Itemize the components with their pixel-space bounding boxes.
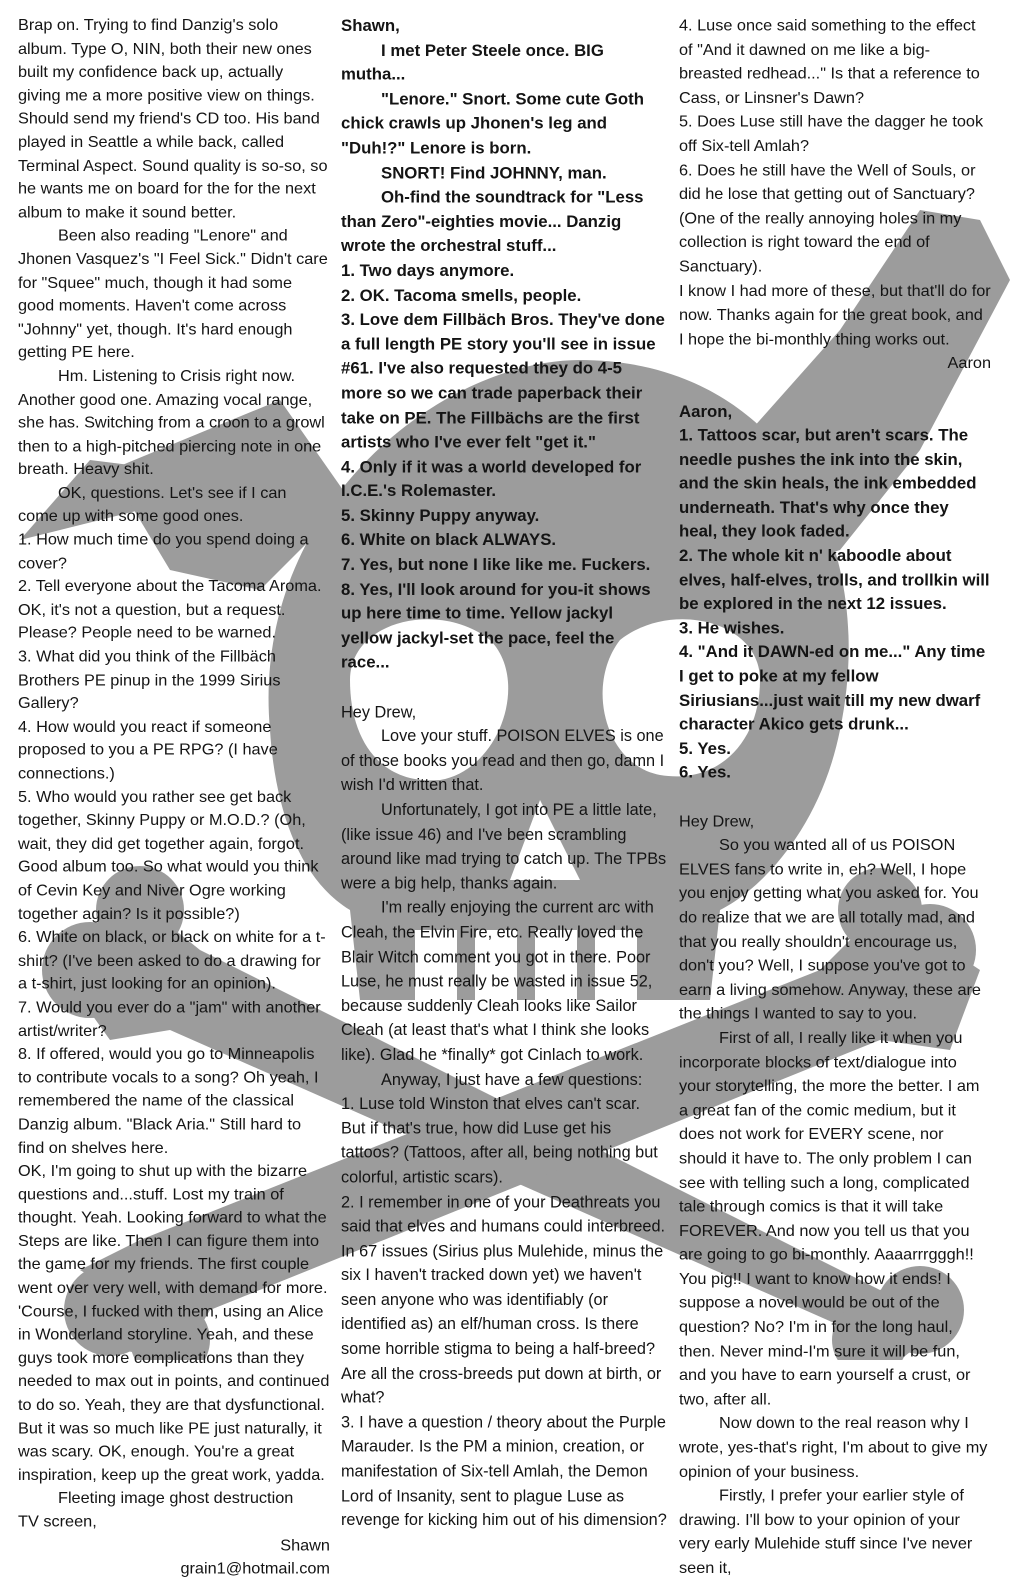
letter-aaron-continued [679,14,991,376]
paragraph: Fleeting image ghost destruction [58,1490,294,1508]
reply-line: SNORT! Find JOHNNY, man. [381,162,607,182]
question-item: 8. If offered, would you go to Minneapolis to contribute vocals to a song? Oh yeah, I remembered the name of the classical Danzig album. "Black Aria." Still hard to find on shelves here. [18,1045,319,1157]
paragraph: I know I had more of these, but that'll do for now. Thanks again for the great book, and I hope the bi-monthly thing works out. [679,282,991,348]
letter-salutation: Hey Drew, [341,702,417,721]
reply-salutation: Shawn, [341,15,400,35]
reply-answer: 6. Yes. [679,763,731,782]
reply-answer: 5. Yes. [679,739,731,758]
reply-answer: 2. OK. Tacoma smells, people. [341,285,582,305]
paragraph: Love your stuff. POISON ELVES is one of those books you read and then go, damn I wish I'd written that. [341,727,665,795]
reply-line: "Lenore." Snort. Some cute Goth chick crawls up Jhonen's leg and "Duh!?" Lenore is born. [341,89,644,158]
paragraph: Now down to the real reason why I wrote, yes-that's right, I'm about to give my opinion of your business. [679,1414,988,1481]
paragraph: Unfortunately, I got into PE a little late, (like issue 46) and I've been scrambling around like mad trying to catch up. The TPBs were a big help, thanks again. [341,800,667,893]
paragraph: Been also reading "Lenore" and Jhonen Vasquez's "I Feel Sick." Didn't care for "Squee" much, though it had some good moments. Haven't come across "Johnny" yet, though. It's hard enough getting PE here. [18,227,328,362]
signature-email: grain1@hotmail.com [180,1560,330,1578]
editor-reply-shawn [341,14,667,676]
reply-salutation: Aaron, [679,401,733,421]
paragraph: Hm. Listening to Crisis right now. Another good one. Amazing vocal range, she has. Switching from a croon to a growl then to a high-pitched piercing note in one breath. Heavy shit. [18,367,325,479]
reply-answer: 6. White on black ALWAYS. [341,530,557,550]
question-item: 2. Tell everyone about the Tacoma Aroma. OK, it's not a question, but a request. Please? People need to be warned. [18,578,322,642]
question-item: 5. Does Luse still have the dagger he took off Six-tell Amlah? [679,113,984,156]
editor-reply-aaron [679,400,991,786]
column-left [18,14,330,1581]
paragraph: TV screen, [18,1513,97,1531]
letter-aaron [341,700,667,1533]
paragraph: Anyway, I just have a few questions: [381,1070,643,1089]
question-item: 6. Does he still have the Well of Souls, or did he lose that getting out of Sanctuary? (One of the really annoying holes in my collection is right toward the end of Sanctuary). [679,161,976,276]
reply-answer: 7. Yes, but none I like like me. Fuckers. [341,554,651,574]
question-item: 7. Would you ever do a "jam" with another artist/writer? [18,998,321,1040]
question-item: 2. I remember in one of your Deathreats you said that elves and humans could interbreed. In 67 issues (Sirius plus Mulehide, minus the six I haven't tracked down yet) we haven't seen anyone who was identifiably (or identified as) an elf/human cross. Is there some horrible stigma to being a half-breed? Are all the cross-breeds put down at birth, or what? [341,1193,666,1407]
reply-answer: 1. Tattoos scar, but aren't scars. The needle pushes the ink into the skin, and the skin heals, the ink embedded underneath. That's why once they heal, they look faded. [679,425,977,541]
reply-answer: 4. "And it DAWN-ed on me..." Any time I get to poke at my fellow Siriusians...just wait till my new dwarf character Akico gets drunk... [679,642,986,734]
question-item: 4. Luse once said something to the effect of "And it dawned on me like a big-breasted redhead..." Is that a reference to Cass, or Linsner's Dawn? [679,16,980,107]
reply-answer: 1. Two days anymore. [341,260,515,280]
question-item: 1. How much time do you spend doing a cover? [18,531,309,572]
column-right [679,14,991,1581]
question-item: 1. Luse told Winston that elves can't scar. But if that's true, how did Luse get his tattoos? (Tattoos, after all, being nothing but colorful, artistic scars). [341,1095,658,1187]
paragraph: First of all, I really like it when you incorporate blocks of text/dialogue into your storytelling, the more the better. I am a great fan of the comic medium, but it does not work for EVERY scene, nor should it have to. The only problem I can see with telling such a long, complicated tale through comics is that it will take FOREVER. And now you tell us that you are going to go bi-monthly. Aaaarrrgggh!! You pig!! I want to know how it ends! I suppose a novel would be out of the question? No? I'm in for the long haul, then. Never mind-I'm sure it will be fun, and you have to earn yourself a crust, or two, after all. [679,1029,980,1409]
question-item: 3. What did you think of the Fillbäch Brothers PE pinup in the 1999 Sirius Gallery? [18,648,281,713]
column-middle [341,14,667,1581]
reply-line: Oh-find the soundtrack for "Less than Zero"-eighties movie... Danzig wrote the orchestral stuff... [341,187,644,256]
letter-third [679,809,991,1580]
paragraph: OK, I'm going to shut up with the bizarre questions and...stuff. Lost my train of thought. Yeah. Looking forward to what the Steps are like. Then I can figure them into the game for my friends. The first couple went over very well, with demand for more. 'Course, I fucked with them, using an Alice in Wonderland storyline. Yeah, and these guys took more complications than they needed to max out in points, and continued to do so. Yeah, they are that dysfunctional. But it was so much like PE just naturally, it was scary. OK, enough. You're a great inspiration, keep up the great work, yadda. [18,1162,330,1484]
reply-answer: 3. He wishes. [679,618,785,638]
paragraph: Firstly, I prefer your earlier style of drawing. I'll bow to your opinion of your very early Mulehide stuff since I've never seen it, [679,1487,973,1578]
question-item: 6. White on black, or black on white for a t-shirt? (I've been asked to do a drawing for a t-shirt, just looking for an opinion). [18,928,326,993]
reply-answer: 8. Yes, I'll look around for you-it shows up here time to time. Yellow jackyl yellow jackyl-set the pace, feel the race... [341,579,651,672]
signature-name: Shawn [280,1536,330,1554]
paragraph: So you wanted all of us POISON ELVES fans to write in, eh? Well, I hope you enjoy getting what you asked for. You do realize that we are all totally mad, and that you really shouldn't encourage us, don't you? Well, I suppose you've got to earn a living somehow. Anyway, these are the things I wanted to say to you. [679,836,981,1023]
reply-answer: 5. Skinny Puppy anyway. [341,505,540,525]
reply-answer: 3. Love dem Fillbäch Bros. They've done a full length PE story you'll see in issue #61. I've also requested they do 4-5 more so we can trade paperback their take on PE. The Fillbächs are the first artists who I've ever felt "get it." [341,309,665,452]
reply-answer: 4. Only if it was a world developed for I.C.E.'s Rolemaster. [341,456,642,501]
question-item: 3. I have a question / theory about the Purple Marauder. Is the PM a minion, creation, or manifestation of Six-tell Amlah, the Demon Lord of Insanity, sent to plague Luse as revenge for kicking him out of his dimension? [341,1413,667,1530]
letter-salutation: Hey Drew, [679,812,755,830]
paragraph: Brap on. Trying to find Danzig's solo album. Type O, NIN, both their new ones built my confidence back up, actually giving me a more positive view on things. Should send my friend's CD too. His band played in Seattle a while back, called Terminal Aspect. Sound quality is so-so, so he wants me on board for the for the next album to make it sound better. [18,16,328,222]
paragraph: I'm really enjoying the current arc with Cleah, the Elvin Fire, etc. Really loved the Blair Witch comment you got in there. Poor Luse, he must really be wasted in issue 52, because suddenly Cleah looks like Sailor Cleah (at least that's what I think she looks like). Glad he *finally* got Cinlach to work. [341,898,654,1064]
reply-answer: 2. The whole kit n' kaboodle about elves, half-elves, trolls, and trollkin will be explored in the next 12 issues. [679,546,990,614]
signature-name: Aaron [947,354,991,373]
paragraph: OK, questions. Let's see if I can come up with some good ones. [18,484,287,526]
reply-line: I met Peter Steele once. BIG mutha... [341,40,604,84]
question-item: 5. Who would you rather see get back together, Skinny Puppy or M.O.D.? (Oh, wait, they did get together again, forgot. Good album too. So what would you think of Cevin Key and Niver Ogre working together again? Is it possible?) [18,788,319,923]
question-item: 4. How would you react if someone proposed to you a PE RPG? (I have connections.) [18,718,278,783]
